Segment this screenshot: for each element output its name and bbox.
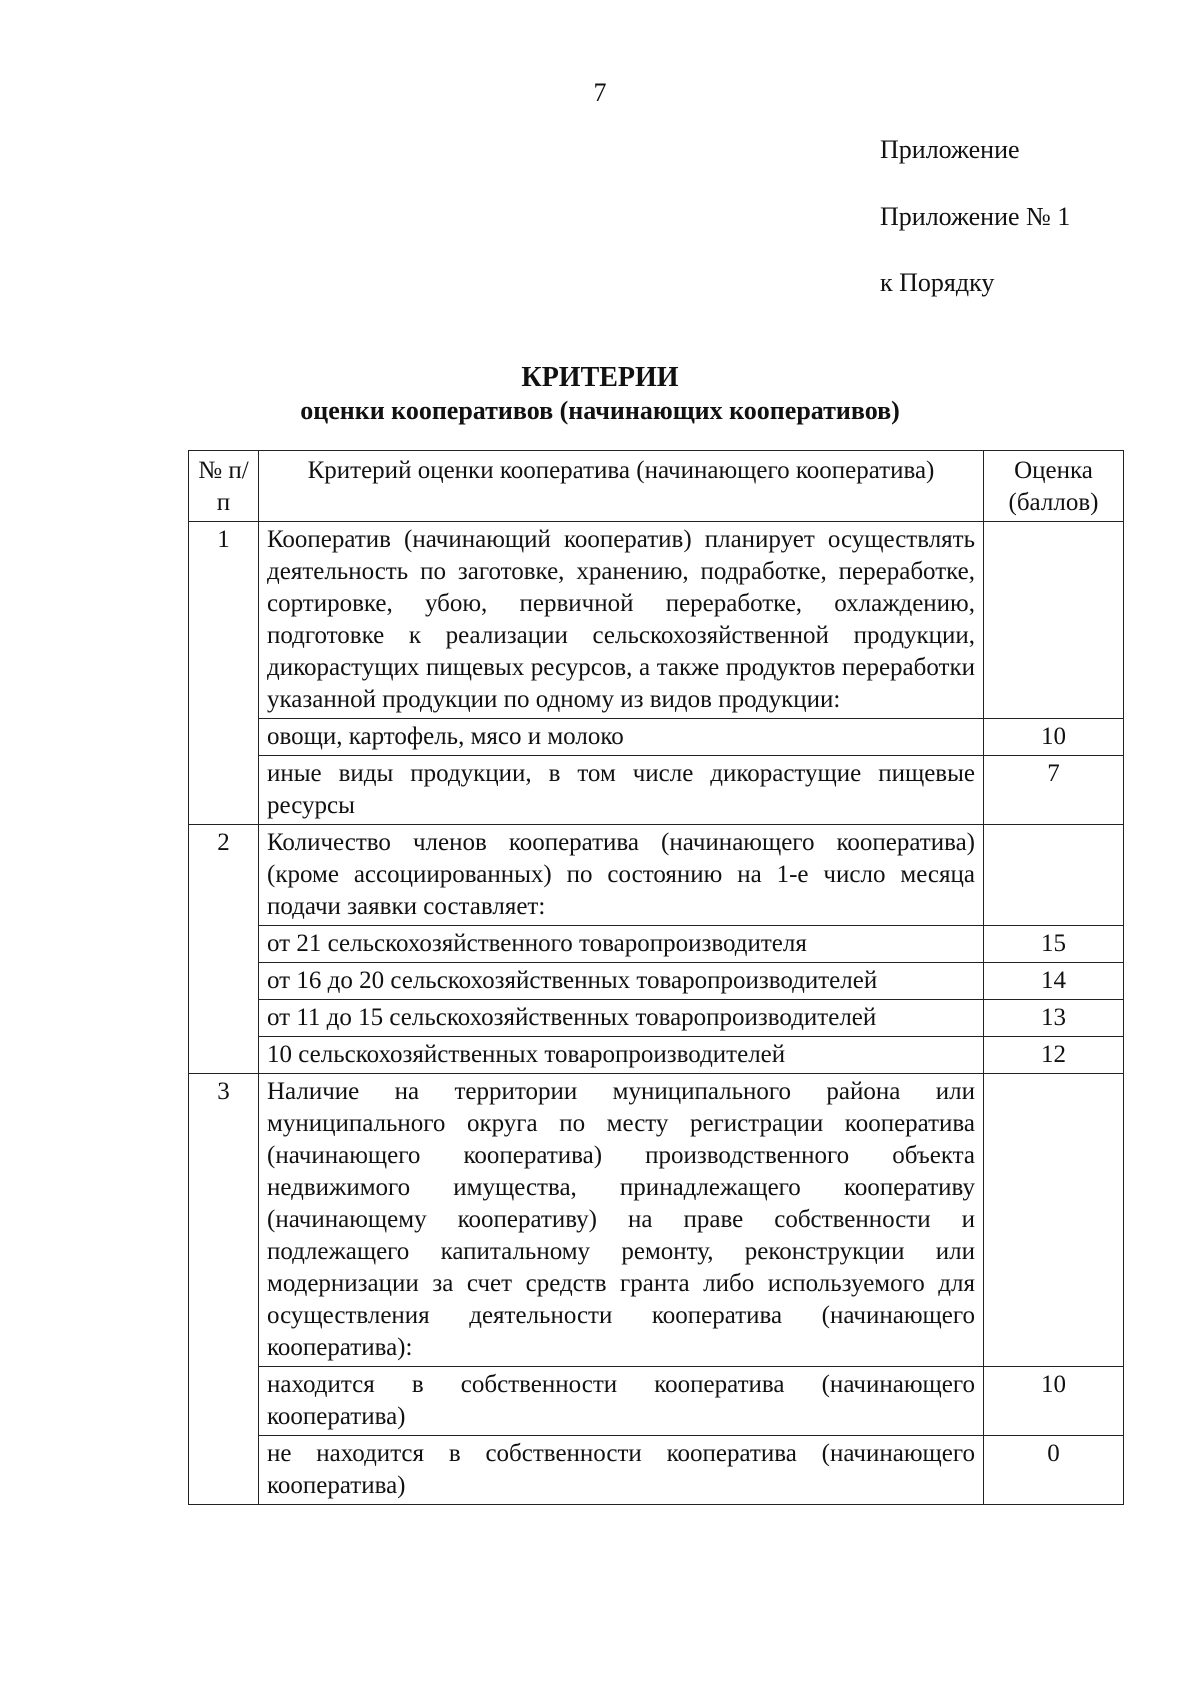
option-text: 10 сельскохозяйственных товаропроизводителей (259, 1037, 984, 1074)
table-row (189, 756, 1124, 825)
table-row (189, 1436, 1124, 1505)
table-row (189, 1074, 1124, 1367)
header-score: Оценка (баллов) (984, 451, 1124, 522)
option-score: 10 (984, 719, 1124, 756)
criterion-text: Наличие на территории муниципального района или муниципального округа по месту регистрации кооператива (начинающего кооператива) производственного объекта недвижимого имущества, принадлежащего кооперативу (начинающему кооперативу) на праве собственности и подлежащего капитальному ремонту, реконструкции или модернизации за счет средств гранта либо используемого для осуществления деятельности кооператива (начинающего кооператива): (259, 1074, 984, 1367)
option-text: овощи, картофель, мясо и молоко (259, 719, 984, 756)
option-text: не находится в собственности кооператива (начинающего кооператива) (259, 1436, 984, 1505)
annex-reference: к Порядку (880, 268, 995, 297)
criteria-table (188, 450, 1124, 1505)
option-text: от 21 сельскохозяйственного товаропроизводителя (259, 926, 984, 963)
row-number: 3 (189, 1074, 259, 1505)
option-text: находится в собственности кооператива (начинающего кооператива) (259, 1367, 984, 1436)
option-score: 0 (984, 1436, 1124, 1505)
option-score: 7 (984, 756, 1124, 825)
option-text: от 16 до 20 сельскохозяйственных товаропроизводителей (259, 963, 984, 1000)
table-row (189, 719, 1124, 756)
row-number: 1 (189, 522, 259, 825)
option-text: от 11 до 15 сельскохозяйственных товаропроизводителей (259, 1000, 984, 1037)
option-score: 15 (984, 926, 1124, 963)
table-header-row (189, 451, 1124, 522)
table-row (189, 522, 1124, 719)
criterion-score-empty (984, 522, 1124, 719)
table-row (189, 963, 1124, 1000)
table-row (189, 825, 1124, 926)
criterion-text: Кооператив (начинающий кооператив) планирует осуществлять деятельность по заготовке, хранению, подработке, переработке, сортировке, убою, первичной переработке, охлаждению, подготовке к реализации сельскохозяйственной продукции, дикорастущих пищевых ресурсов, а также продуктов переработки указанной продукции по одному из видов продукции: (259, 522, 984, 719)
option-score: 14 (984, 963, 1124, 1000)
table-row (189, 1367, 1124, 1436)
page-number: 7 (593, 78, 607, 107)
criterion-text: Количество членов кооператива (начинающего кооператива) (кроме ассоциированных) по состоянию на 1-е число месяца подачи заявки составляет: (259, 825, 984, 926)
table-row (189, 1037, 1124, 1074)
criterion-score-empty (984, 825, 1124, 926)
criterion-score-empty (984, 1074, 1124, 1367)
header-number: № п/п (189, 451, 259, 522)
annex-heading: Приложение (880, 135, 1020, 164)
option-score: 10 (984, 1367, 1124, 1436)
option-score: 12 (984, 1037, 1124, 1074)
option-score: 13 (984, 1000, 1124, 1037)
header-criterion: Критерий оценки кооператива (начинающего кооператива) (259, 451, 984, 522)
table-row (189, 926, 1124, 963)
annex-number: Приложение № 1 (880, 202, 1071, 231)
option-text: иные виды продукции, в том числе дикорастущие пищевые ресурсы (259, 756, 984, 825)
document-subtitle: оценки кооперативов (начинающих кооперативов) (300, 396, 900, 425)
row-number: 2 (189, 825, 259, 1074)
table-row (189, 1000, 1124, 1037)
document-title: КРИТЕРИИ (521, 362, 679, 393)
